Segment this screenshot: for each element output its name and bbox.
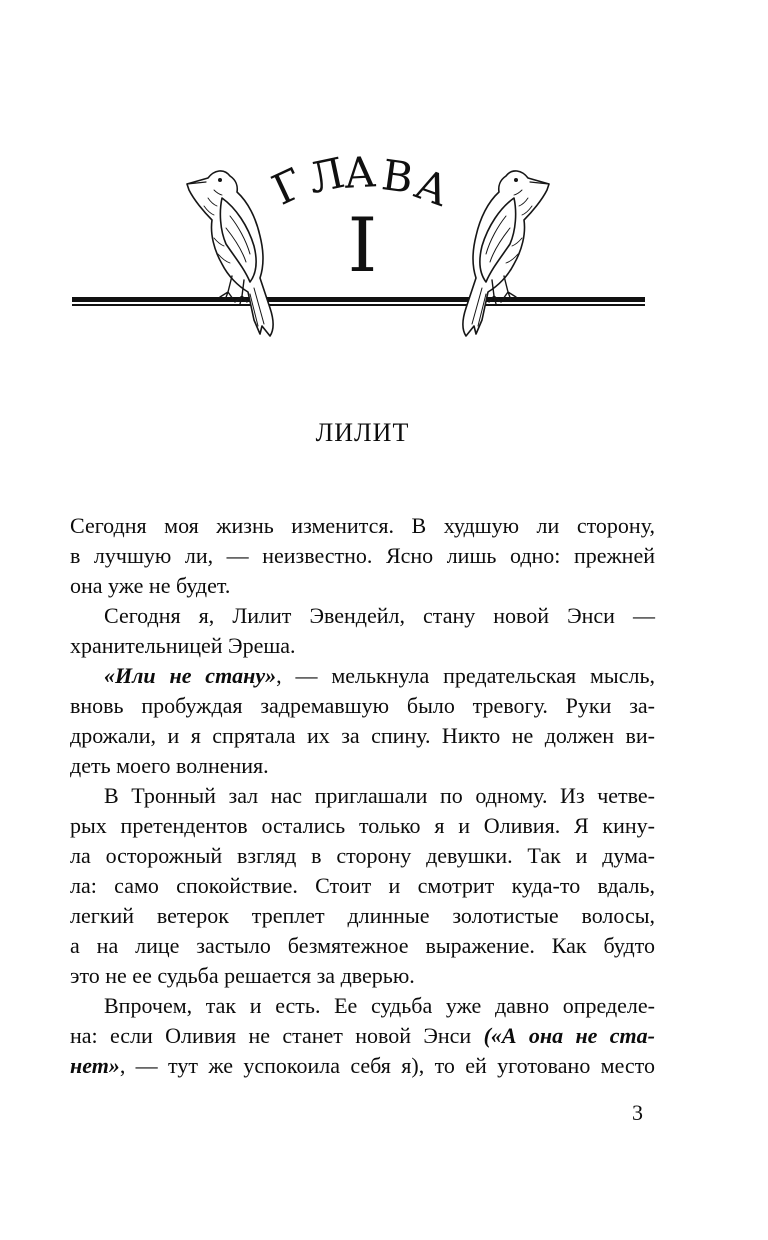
body-text-segment: это не ее судьба решается за дверью. bbox=[70, 963, 415, 988]
body-text-segment: в лучшую ли, — неизвестно. Ясно лишь одно: прежней bbox=[70, 543, 655, 568]
body-text-segment: она уже не будет. bbox=[70, 573, 231, 598]
body-text-segment: , — мелькнула предательская мысль, bbox=[276, 663, 655, 688]
body-text-segment: , — тут же успокоила себя я), то ей уготовано место bbox=[119, 1053, 655, 1078]
body-text-segment: Сегодня моя жизнь изменится. В худшую ли сторону, bbox=[70, 513, 655, 538]
page-number: 3 bbox=[632, 1100, 643, 1125]
text-line bbox=[70, 1021, 655, 1051]
body-text-segment: хранительницей Эреша. bbox=[70, 633, 296, 658]
text-line bbox=[70, 1051, 655, 1081]
text-line bbox=[70, 811, 655, 841]
chapter-arc-letter: В bbox=[378, 150, 417, 203]
body-text-segment: В Тронный зал нас приглашали по одному. Из четве- bbox=[104, 783, 655, 808]
text-line bbox=[70, 661, 655, 691]
body-text-segment: дрожали, и я спрятала их за спину. Никто не должен ви- bbox=[70, 723, 655, 748]
body-text-segment: легкий ветерок треплет длинные золотистые волосы, bbox=[70, 903, 655, 928]
emphasized-text: («А она не ста- bbox=[483, 1023, 655, 1048]
text-line bbox=[70, 901, 655, 931]
body-text-segment: ла осторожный взгляд в сторону девушки. Так и дума- bbox=[70, 843, 655, 868]
text-line bbox=[70, 511, 655, 541]
text-line bbox=[70, 721, 655, 751]
text-line bbox=[70, 961, 655, 991]
text-line bbox=[70, 991, 655, 1021]
chapter-number: I bbox=[347, 201, 378, 289]
body-text-segment: на: если Оливия не станет новой Энси bbox=[70, 1023, 484, 1048]
body-text bbox=[70, 511, 655, 1081]
text-line bbox=[70, 601, 655, 631]
body-text-segment: а на лице застыло безмятежное выражение. Как будто bbox=[70, 933, 655, 958]
emphasized-text: «Или не стану» bbox=[104, 663, 277, 688]
chapter-arc bbox=[0, 0, 768, 240]
section-title: ЛИЛИТ bbox=[315, 418, 410, 447]
chapter-header bbox=[0, 0, 768, 360]
body-text-segment: вновь пробуждая задремавшую было тревогу. Руки за- bbox=[70, 693, 655, 718]
body-text-segment: ла: само спокойствие. Стоит и смотрит куда-то вдаль, bbox=[70, 873, 655, 898]
chapter-arc-letter: Г bbox=[264, 158, 311, 215]
body-text-segment: рых претендентов остались только я и Оливия. Я кину- bbox=[70, 813, 655, 838]
text-line bbox=[70, 841, 655, 871]
emphasized-text: нет» bbox=[70, 1053, 120, 1078]
text-line bbox=[70, 781, 655, 811]
text-line bbox=[70, 871, 655, 901]
body-text-segment: Впрочем, так и есть. Ее судьба уже давно определе- bbox=[104, 993, 655, 1018]
text-line bbox=[70, 631, 655, 661]
chapter-arc-letter: А bbox=[342, 147, 378, 198]
chapter-arc-letter: Л bbox=[304, 147, 349, 204]
text-line bbox=[70, 931, 655, 961]
chapter-arc-letter: А bbox=[408, 159, 456, 216]
text-line bbox=[70, 691, 655, 721]
text-line bbox=[70, 571, 655, 601]
text-line bbox=[70, 751, 655, 781]
body-text-segment: Сегодня я, Лилит Эвендейл, стану новой Энси — bbox=[104, 603, 655, 628]
body-text-segment: деть моего волнения. bbox=[70, 753, 269, 778]
text-line bbox=[70, 541, 655, 571]
